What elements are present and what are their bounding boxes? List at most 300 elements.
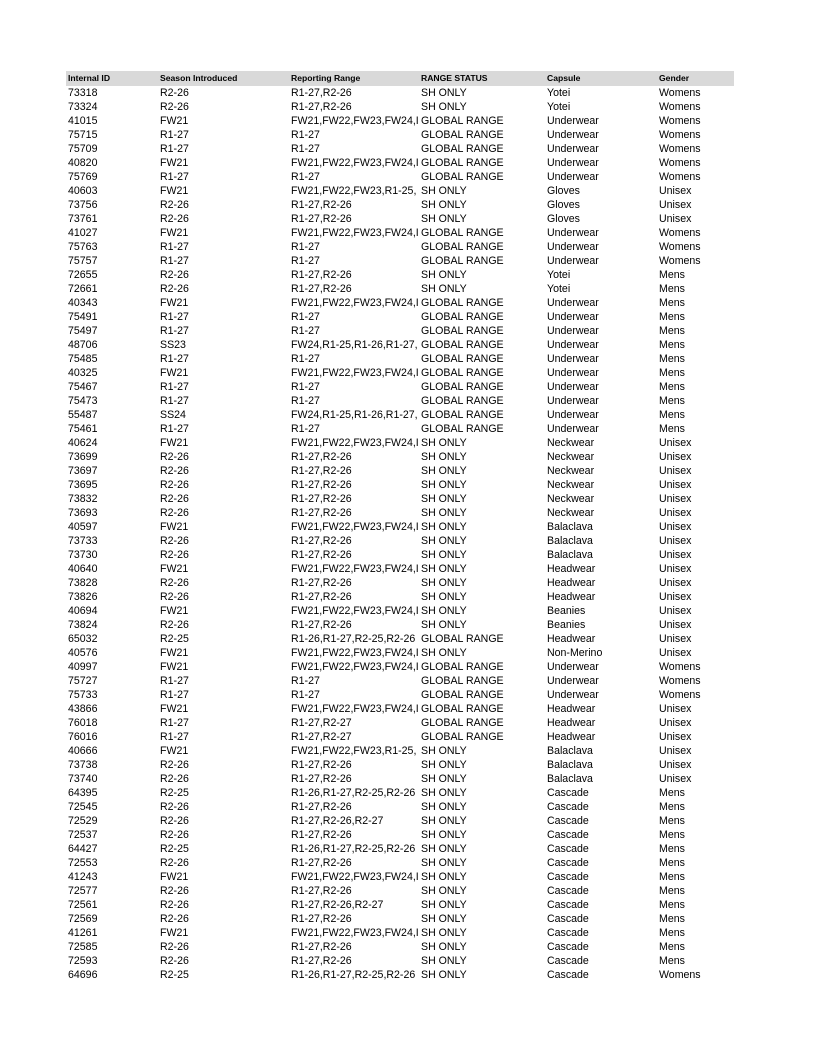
gender-cell: Unisex [659, 479, 692, 491]
range-status-cell: SH ONLY [421, 913, 467, 925]
reporting-range-cell: R1-27,R2-26 [291, 269, 352, 281]
season-introduced-cell: R2-26 [160, 577, 189, 589]
reporting-range-cell: FW21,FW22,FW23,FW24,I [291, 871, 419, 883]
table-row [66, 506, 734, 520]
season-introduced-cell: R2-26 [160, 465, 189, 477]
reporting-range-cell: FW21,FW22,FW23,R1-25, [291, 745, 417, 757]
capsule-cell: Underwear [547, 325, 599, 337]
reporting-range-cell: R1-26,R1-27,R2-25,R2-26 [291, 633, 416, 645]
reporting-range-cell: R1-27,R2-26 [291, 87, 352, 99]
table-row [66, 338, 734, 352]
range-status-cell: SH ONLY [421, 437, 467, 449]
gender-cell: Mens [659, 367, 685, 379]
reporting-range-cell: R1-27,R2-26 [291, 773, 352, 785]
gender-cell: Unisex [659, 199, 692, 211]
capsule-cell: Cascade [547, 787, 589, 799]
table-row [66, 212, 734, 226]
season-introduced-cell: R2-26 [160, 591, 189, 603]
table-row [66, 100, 734, 114]
range-status-cell: GLOBAL RANGE [421, 157, 504, 169]
gender-cell: Unisex [659, 493, 692, 505]
internal-id-cell: 73324 [68, 101, 98, 113]
reporting-range-cell: FW21,FW22,FW23,FW24,I [291, 297, 419, 309]
gender-cell: Mens [659, 955, 685, 967]
gender-cell: Mens [659, 423, 685, 435]
table-row [66, 352, 734, 366]
reporting-range-cell: R1-27,R2-26 [291, 283, 352, 295]
capsule-cell: Underwear [547, 297, 599, 309]
internal-id-cell: 64395 [68, 787, 98, 799]
season-introduced-cell: SS23 [160, 339, 186, 351]
internal-id-cell: 75763 [68, 241, 98, 253]
table-row [66, 520, 734, 534]
column-header-internal-id: Internal ID [68, 73, 111, 83]
capsule-cell: Headwear [547, 731, 596, 743]
table-row [66, 842, 734, 856]
internal-id-cell: 40997 [68, 661, 98, 673]
internal-id-cell: 40343 [68, 297, 98, 309]
capsule-cell: Balaclava [547, 521, 593, 533]
table-row [66, 548, 734, 562]
range-status-cell: GLOBAL RANGE [421, 395, 504, 407]
capsule-cell: Cascade [547, 843, 589, 855]
table-row [66, 324, 734, 338]
reporting-range-cell: R1-27,R2-26 [291, 759, 352, 771]
internal-id-cell: 75473 [68, 395, 98, 407]
season-introduced-cell: R1-27 [160, 241, 189, 253]
capsule-cell: Underwear [547, 395, 599, 407]
table-row [66, 954, 734, 968]
reporting-range-cell: R1-27,R2-26 [291, 199, 352, 211]
capsule-cell: Cascade [547, 913, 589, 925]
reporting-range-cell: FW21,FW22,FW23,FW24,I [291, 563, 419, 575]
capsule-cell: Headwear [547, 703, 596, 715]
reporting-range-cell: R1-27,R2-26 [291, 493, 352, 505]
range-status-cell: SH ONLY [421, 507, 467, 519]
column-header-season-introduced: Season Introduced [160, 73, 238, 83]
gender-cell: Unisex [659, 465, 692, 477]
range-status-cell: SH ONLY [421, 787, 467, 799]
capsule-cell: Yotei [547, 101, 571, 113]
season-introduced-cell: R2-25 [160, 969, 189, 981]
table-row [66, 898, 734, 912]
internal-id-cell: 72545 [68, 801, 98, 813]
reporting-range-cell: R1-27,R2-27 [291, 717, 352, 729]
range-status-cell: GLOBAL RANGE [421, 409, 504, 421]
season-introduced-cell: FW21 [160, 185, 189, 197]
internal-id-cell: 72537 [68, 829, 98, 841]
reporting-range-cell: FW21,FW22,FW23,FW24,I [291, 605, 419, 617]
reporting-range-cell: R1-27 [291, 325, 320, 337]
season-introduced-cell: R2-26 [160, 941, 189, 953]
gender-cell: Unisex [659, 759, 692, 771]
reporting-range-cell: R1-27,R2-26 [291, 857, 352, 869]
reporting-range-cell: R1-27 [291, 129, 320, 141]
season-introduced-cell: R2-26 [160, 857, 189, 869]
table-row [66, 142, 734, 156]
reporting-range-cell: FW21,FW22,FW23,FW24,I [291, 927, 419, 939]
capsule-cell: Underwear [547, 367, 599, 379]
capsule-cell: Underwear [547, 157, 599, 169]
internal-id-cell: 75497 [68, 325, 98, 337]
gender-cell: Mens [659, 829, 685, 841]
internal-id-cell: 72577 [68, 885, 98, 897]
range-status-cell: SH ONLY [421, 577, 467, 589]
range-status-cell: GLOBAL RANGE [421, 661, 504, 673]
capsule-cell: Beanies [547, 605, 586, 617]
range-status-cell: SH ONLY [421, 801, 467, 813]
internal-id-cell: 73738 [68, 759, 98, 771]
season-introduced-cell: R2-26 [160, 213, 189, 225]
season-introduced-cell: R2-26 [160, 199, 189, 211]
gender-cell: Unisex [659, 437, 692, 449]
gender-cell: Mens [659, 801, 685, 813]
gender-cell: Unisex [659, 185, 692, 197]
gender-cell: Unisex [659, 731, 692, 743]
table-row [66, 870, 734, 884]
gender-cell: Womens [659, 969, 701, 981]
season-introduced-cell: R2-26 [160, 87, 189, 99]
gender-cell: Womens [659, 171, 701, 183]
reporting-range-cell: R1-27 [291, 143, 320, 155]
range-status-cell: SH ONLY [421, 213, 467, 225]
range-status-cell: SH ONLY [421, 871, 467, 883]
capsule-cell: Yotei [547, 283, 571, 295]
season-introduced-cell: R2-26 [160, 269, 189, 281]
reporting-range-cell: R1-27 [291, 395, 320, 407]
range-status-cell: SH ONLY [421, 927, 467, 939]
table-row [66, 632, 734, 646]
capsule-cell: Underwear [547, 423, 599, 435]
season-introduced-cell: R1-27 [160, 171, 189, 183]
capsule-cell: Underwear [547, 115, 599, 127]
table-row [66, 590, 734, 604]
table-row [66, 464, 734, 478]
table-row [66, 576, 734, 590]
reporting-range-cell: R1-27,R2-26 [291, 941, 352, 953]
reporting-range-cell: FW21,FW22,FW23,FW24,I [291, 703, 419, 715]
range-status-cell: SH ONLY [421, 521, 467, 533]
range-status-cell: SH ONLY [421, 549, 467, 561]
capsule-cell: Underwear [547, 381, 599, 393]
table-row [66, 926, 734, 940]
season-introduced-cell: R2-26 [160, 549, 189, 561]
capsule-cell: Underwear [547, 143, 599, 155]
range-status-cell: SH ONLY [421, 101, 467, 113]
internal-id-cell: 72655 [68, 269, 98, 281]
season-introduced-cell: R2-26 [160, 283, 189, 295]
internal-id-cell: 41015 [68, 115, 98, 127]
internal-id-cell: 73695 [68, 479, 98, 491]
gender-cell: Mens [659, 941, 685, 953]
season-introduced-cell: FW21 [160, 871, 189, 883]
reporting-range-cell: FW21,FW22,FW23,FW24,I [291, 157, 419, 169]
reporting-range-cell: R1-27,R2-26,R2-27 [291, 815, 384, 827]
gender-cell: Unisex [659, 745, 692, 757]
gender-cell: Unisex [659, 577, 692, 589]
season-introduced-cell: R1-27 [160, 255, 189, 267]
table-row [66, 226, 734, 240]
reporting-range-cell: FW21,FW22,FW23,FW24,I [291, 661, 419, 673]
season-introduced-cell: R2-26 [160, 899, 189, 911]
gender-cell: Womens [659, 157, 701, 169]
season-introduced-cell: R1-27 [160, 675, 189, 687]
table-row [66, 730, 734, 744]
range-status-cell: SH ONLY [421, 829, 467, 841]
season-introduced-cell: R2-25 [160, 843, 189, 855]
capsule-cell: Neckwear [547, 493, 595, 505]
gender-cell: Mens [659, 899, 685, 911]
gender-cell: Unisex [659, 213, 692, 225]
gender-cell: Mens [659, 325, 685, 337]
gender-cell: Mens [659, 409, 685, 421]
range-status-cell: GLOBAL RANGE [421, 143, 504, 155]
internal-id-cell: 75485 [68, 353, 98, 365]
season-introduced-cell: R2-25 [160, 633, 189, 645]
range-status-cell: SH ONLY [421, 87, 467, 99]
season-introduced-cell: FW21 [160, 745, 189, 757]
table-row [66, 562, 734, 576]
column-header-reporting-range: Reporting Range [291, 73, 361, 83]
season-introduced-cell: FW21 [160, 297, 189, 309]
internal-id-cell: 75467 [68, 381, 98, 393]
range-status-cell: GLOBAL RANGE [421, 717, 504, 729]
gender-cell: Mens [659, 815, 685, 827]
reporting-range-cell: FW21,FW22,FW23,FW24,I [291, 437, 419, 449]
range-status-cell: SH ONLY [421, 899, 467, 911]
capsule-cell: Cascade [547, 857, 589, 869]
table-row [66, 604, 734, 618]
gender-cell: Womens [659, 129, 701, 141]
internal-id-cell: 40640 [68, 563, 98, 575]
reporting-range-cell: R1-27,R2-26 [291, 955, 352, 967]
reporting-range-cell: FW21,FW22,FW23,FW24,I [291, 367, 419, 379]
column-header-range-status: RANGE STATUS [421, 73, 488, 83]
capsule-cell: Beanies [547, 619, 586, 631]
table-row [66, 436, 734, 450]
internal-id-cell: 75727 [68, 675, 98, 687]
season-introduced-cell: R2-26 [160, 507, 189, 519]
gender-cell: Unisex [659, 507, 692, 519]
gender-cell: Mens [659, 913, 685, 925]
capsule-cell: Balaclava [547, 535, 593, 547]
internal-id-cell: 72585 [68, 941, 98, 953]
range-status-cell: SH ONLY [421, 269, 467, 281]
gender-cell: Mens [659, 381, 685, 393]
reporting-range-cell: R1-26,R1-27,R2-25,R2-26 [291, 969, 416, 981]
season-introduced-cell: R1-27 [160, 353, 189, 365]
reporting-range-cell: R1-27,R2-26 [291, 479, 352, 491]
table-row [66, 940, 734, 954]
internal-id-cell: 76016 [68, 731, 98, 743]
season-introduced-cell: R2-26 [160, 479, 189, 491]
range-status-cell: SH ONLY [421, 759, 467, 771]
range-status-cell: SH ONLY [421, 857, 467, 869]
gender-cell: Unisex [659, 591, 692, 603]
season-introduced-cell: R2-25 [160, 787, 189, 799]
table-row [66, 800, 734, 814]
table-row [66, 86, 734, 100]
season-introduced-cell: R2-26 [160, 829, 189, 841]
reporting-range-cell: R1-27,R2-26 [291, 577, 352, 589]
internal-id-cell: 40603 [68, 185, 98, 197]
season-introduced-cell: R1-27 [160, 689, 189, 701]
capsule-cell: Neckwear [547, 465, 595, 477]
internal-id-cell: 41261 [68, 927, 98, 939]
reporting-range-cell: R1-27,R2-26 [291, 619, 352, 631]
reporting-range-cell: FW21,FW22,FW23,FW24,I [291, 115, 419, 127]
internal-id-cell: 40666 [68, 745, 98, 757]
reporting-range-cell: R1-27 [291, 689, 320, 701]
internal-id-cell: 41027 [68, 227, 98, 239]
season-introduced-cell: R1-27 [160, 325, 189, 337]
reporting-range-cell: FW21,FW22,FW23,FW24,I [291, 521, 419, 533]
table-row [66, 618, 734, 632]
capsule-cell: Underwear [547, 171, 599, 183]
internal-id-cell: 73828 [68, 577, 98, 589]
table-row [66, 184, 734, 198]
capsule-cell: Cascade [547, 969, 589, 981]
table-row [66, 366, 734, 380]
season-introduced-cell: R2-26 [160, 493, 189, 505]
range-status-cell: GLOBAL RANGE [421, 115, 504, 127]
season-introduced-cell: FW21 [160, 605, 189, 617]
table-row [66, 786, 734, 800]
internal-id-cell: 72569 [68, 913, 98, 925]
gender-cell: Mens [659, 297, 685, 309]
reporting-range-cell: R1-27,R2-26 [291, 549, 352, 561]
table-row [66, 492, 734, 506]
table-row [66, 856, 734, 870]
range-status-cell: SH ONLY [421, 955, 467, 967]
gender-cell: Mens [659, 857, 685, 869]
capsule-cell: Gloves [547, 213, 580, 225]
table-row [66, 758, 734, 772]
internal-id-cell: 40597 [68, 521, 98, 533]
capsule-cell: Gloves [547, 199, 580, 211]
gender-cell: Unisex [659, 717, 692, 729]
season-introduced-cell: R1-27 [160, 395, 189, 407]
capsule-cell: Underwear [547, 129, 599, 141]
gender-cell: Womens [659, 689, 701, 701]
range-status-cell: SH ONLY [421, 605, 467, 617]
column-header-gender: Gender [659, 73, 690, 83]
reporting-range-cell: R1-27,R2-26 [291, 507, 352, 519]
capsule-cell: Headwear [547, 577, 596, 589]
table-row [66, 828, 734, 842]
capsule-cell: Cascade [547, 899, 589, 911]
table-row [66, 674, 734, 688]
reporting-range-cell: R1-27 [291, 423, 320, 435]
internal-id-cell: 75709 [68, 143, 98, 155]
capsule-cell: Cascade [547, 829, 589, 841]
capsule-cell: Cascade [547, 941, 589, 953]
reporting-range-cell: R1-27 [291, 381, 320, 393]
table-row [66, 478, 734, 492]
gender-cell: Unisex [659, 563, 692, 575]
capsule-cell: Headwear [547, 633, 596, 645]
season-introduced-cell: FW21 [160, 703, 189, 715]
gender-cell: Womens [659, 87, 701, 99]
reporting-range-cell: FW21,FW22,FW23,FW24,I [291, 647, 419, 659]
reporting-range-cell: R1-27 [291, 171, 320, 183]
season-introduced-cell: R2-26 [160, 815, 189, 827]
range-status-cell: GLOBAL RANGE [421, 311, 504, 323]
capsule-cell: Gloves [547, 185, 580, 197]
reporting-range-cell: R1-27 [291, 675, 320, 687]
capsule-cell: Underwear [547, 227, 599, 239]
capsule-cell: Headwear [547, 591, 596, 603]
gender-cell: Unisex [659, 773, 692, 785]
internal-id-cell: 43866 [68, 703, 98, 715]
internal-id-cell: 72529 [68, 815, 98, 827]
capsule-cell: Cascade [547, 955, 589, 967]
range-status-cell: GLOBAL RANGE [421, 367, 504, 379]
internal-id-cell: 72553 [68, 857, 98, 869]
table-row [66, 884, 734, 898]
gender-cell: Unisex [659, 535, 692, 547]
gender-cell: Mens [659, 269, 685, 281]
season-introduced-cell: R1-27 [160, 731, 189, 743]
internal-id-cell: 40325 [68, 367, 98, 379]
capsule-cell: Cascade [547, 927, 589, 939]
internal-id-cell: 40820 [68, 157, 98, 169]
reporting-range-cell: R1-27,R2-26 [291, 913, 352, 925]
internal-id-cell: 72661 [68, 283, 98, 295]
gender-cell: Unisex [659, 549, 692, 561]
capsule-cell: Headwear [547, 563, 596, 575]
range-status-cell: SH ONLY [421, 493, 467, 505]
season-introduced-cell: R2-26 [160, 801, 189, 813]
internal-id-cell: 73318 [68, 87, 98, 99]
range-status-cell: SH ONLY [421, 969, 467, 981]
internal-id-cell: 73824 [68, 619, 98, 631]
range-status-cell: SH ONLY [421, 479, 467, 491]
season-introduced-cell: R2-26 [160, 773, 189, 785]
capsule-cell: Balaclava [547, 745, 593, 757]
gender-cell: Mens [659, 395, 685, 407]
internal-id-cell: 65032 [68, 633, 98, 645]
season-introduced-cell: FW21 [160, 157, 189, 169]
season-introduced-cell: R1-27 [160, 129, 189, 141]
capsule-cell: Non-Merino [547, 647, 603, 659]
internal-id-cell: 76018 [68, 717, 98, 729]
table-row [66, 660, 734, 674]
reporting-range-cell: R1-27 [291, 241, 320, 253]
capsule-cell: Underwear [547, 675, 599, 687]
capsule-cell: Neckwear [547, 437, 595, 449]
internal-id-cell: 72593 [68, 955, 98, 967]
range-status-cell: SH ONLY [421, 619, 467, 631]
capsule-cell: Yotei [547, 269, 571, 281]
gender-cell: Mens [659, 927, 685, 939]
internal-id-cell: 55487 [68, 409, 98, 421]
capsule-cell: Cascade [547, 801, 589, 813]
range-status-cell: SH ONLY [421, 563, 467, 575]
internal-id-cell: 73730 [68, 549, 98, 561]
range-status-cell: SH ONLY [421, 941, 467, 953]
internal-id-cell: 73826 [68, 591, 98, 603]
gender-cell: Womens [659, 227, 701, 239]
season-introduced-cell: R2-26 [160, 885, 189, 897]
reporting-range-cell: R1-26,R1-27,R2-25,R2-26 [291, 843, 416, 855]
table-row [66, 114, 734, 128]
table-header-row [66, 71, 734, 86]
season-introduced-cell: FW21 [160, 647, 189, 659]
gender-cell: Mens [659, 339, 685, 351]
capsule-cell: Balaclava [547, 773, 593, 785]
gender-cell: Unisex [659, 619, 692, 631]
